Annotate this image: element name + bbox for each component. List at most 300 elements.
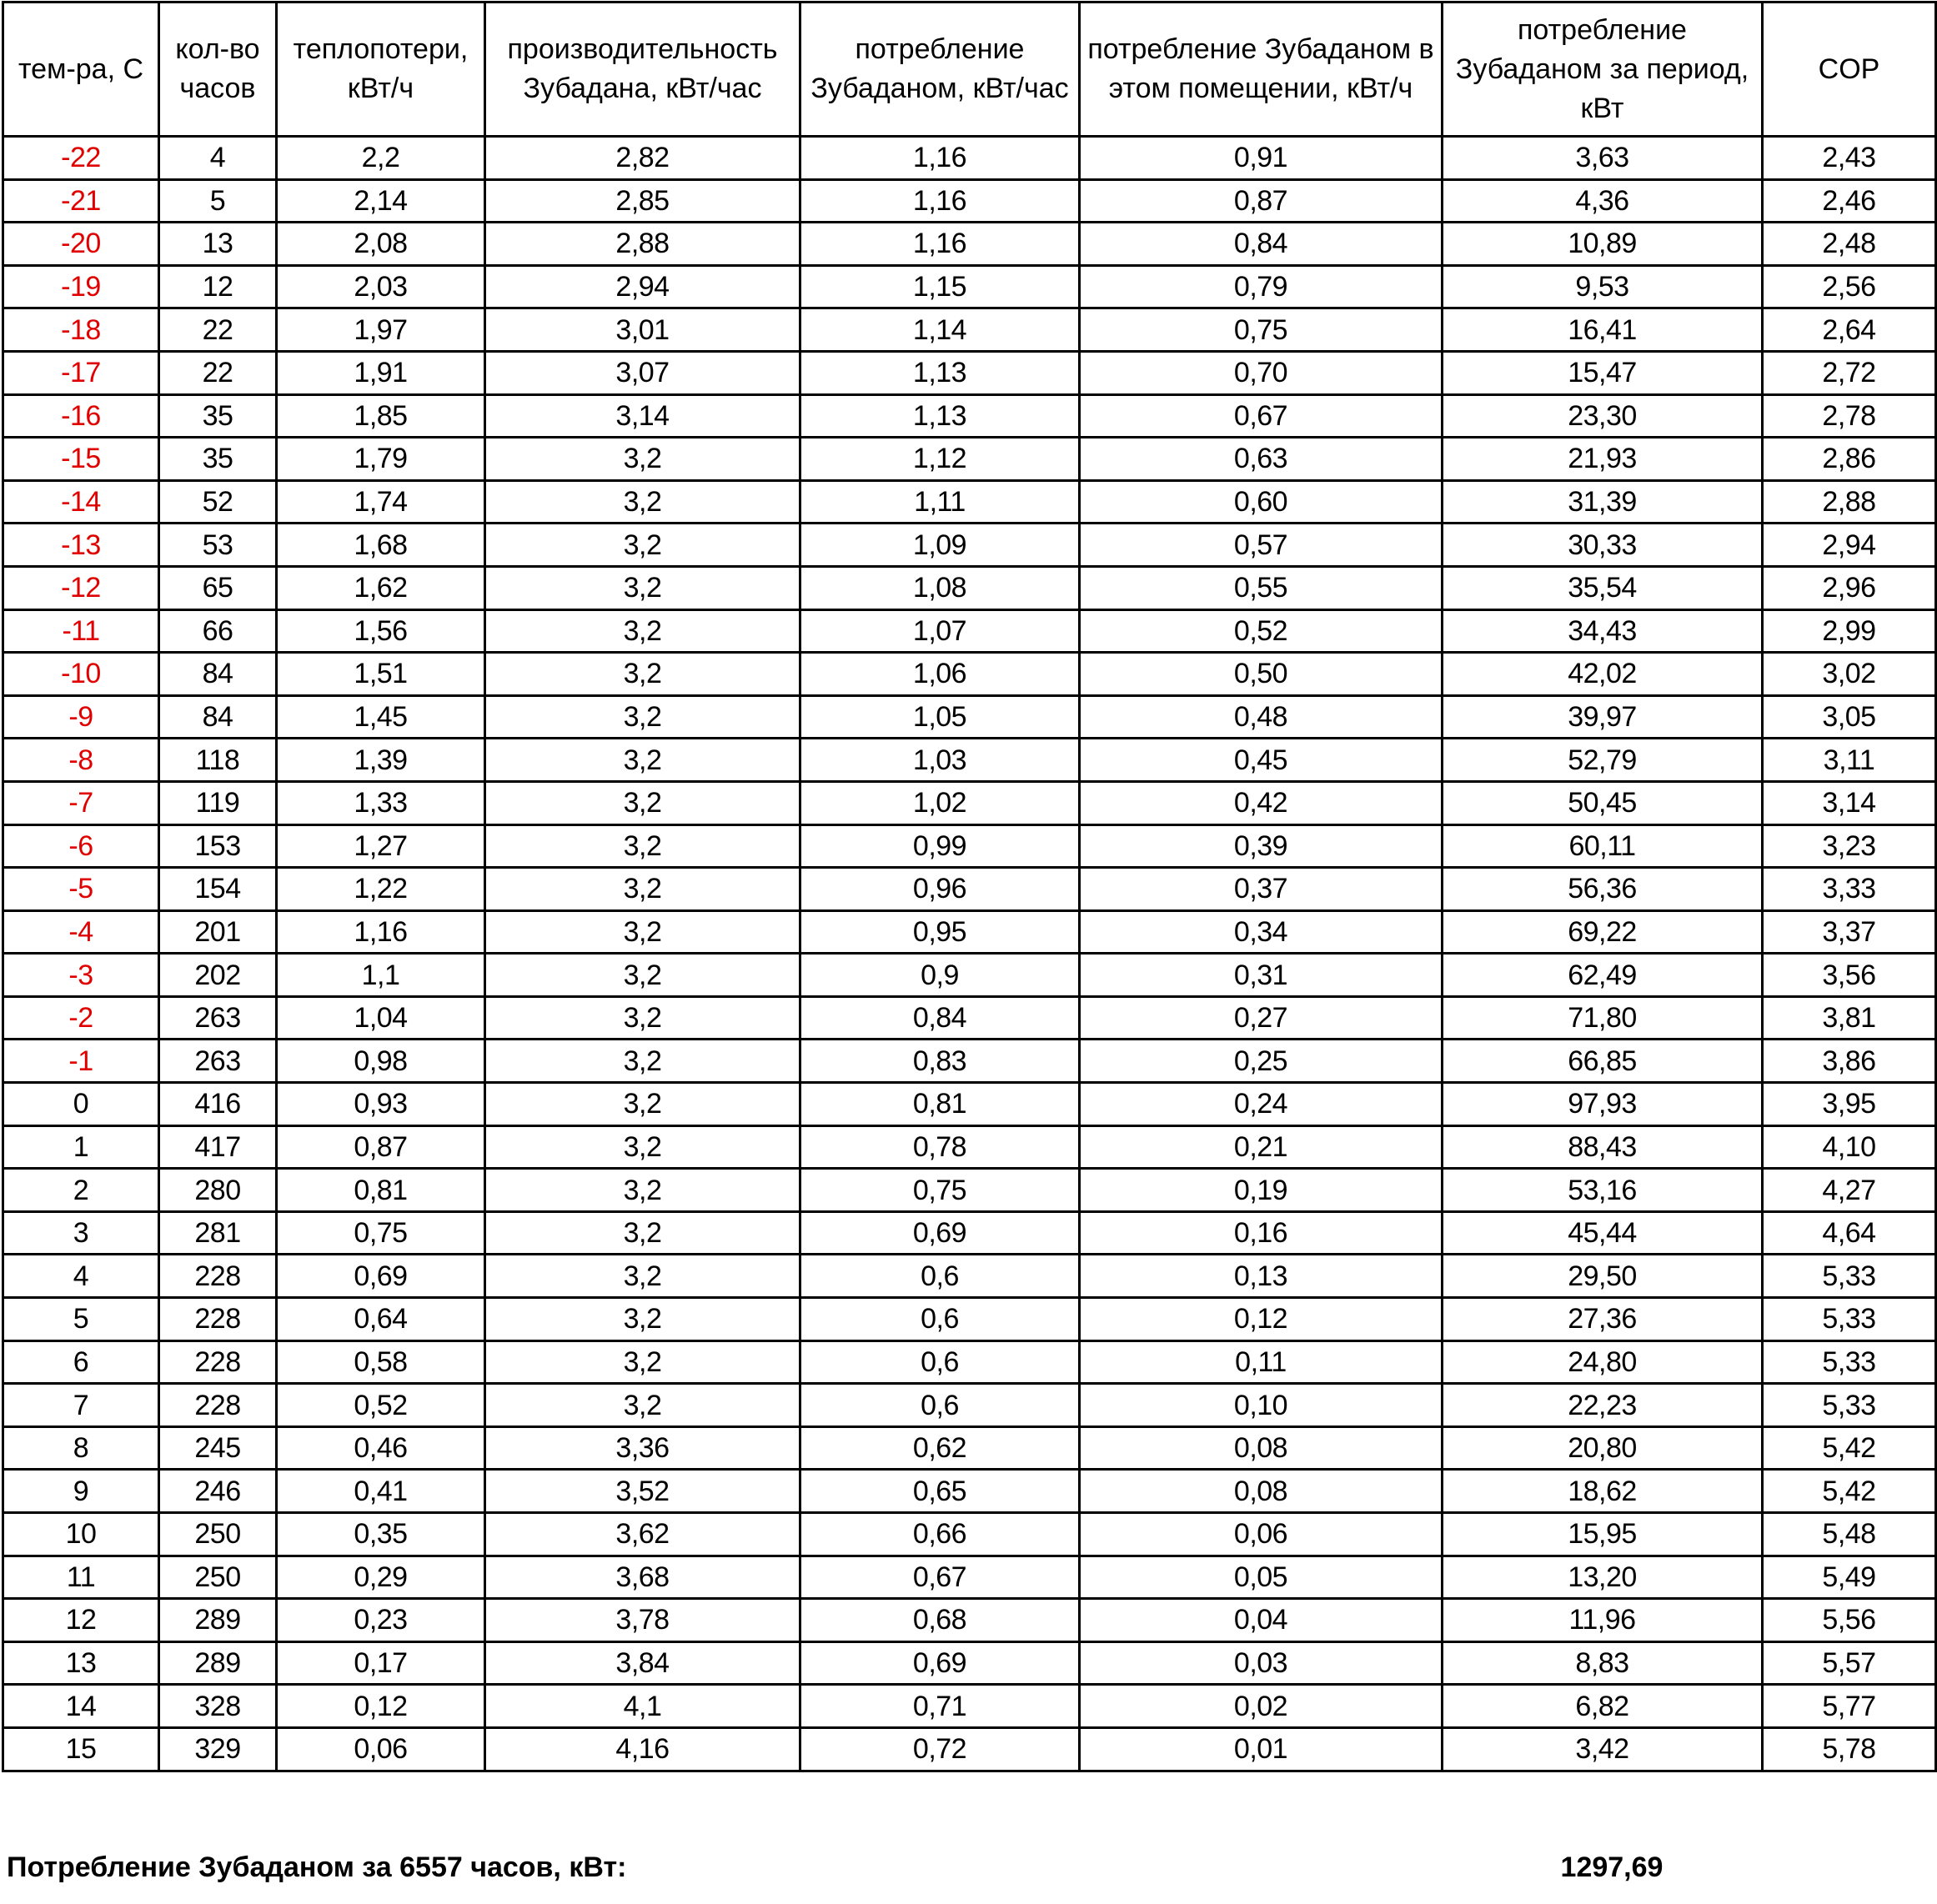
cell-heat-loss: 1,16 xyxy=(277,910,485,954)
table-row xyxy=(3,1083,1936,1126)
cell-temperature: -13 xyxy=(3,524,159,567)
table-row xyxy=(3,1513,1936,1556)
cell-temperature: -20 xyxy=(3,223,159,266)
cell-room-consumption: 0,39 xyxy=(1080,824,1443,868)
table-row xyxy=(3,438,1936,481)
cell-period-consumption: 6,82 xyxy=(1443,1685,1763,1728)
cell-heat-loss: 1,22 xyxy=(277,868,485,911)
cell-room-consumption: 0,25 xyxy=(1080,1040,1443,1083)
cell-cop: 4,10 xyxy=(1763,1125,1936,1169)
spreadsheet xyxy=(2,1,1934,1772)
cell-hours: 228 xyxy=(159,1298,277,1341)
table-row xyxy=(3,1040,1936,1083)
table-row xyxy=(3,137,1936,180)
cell-temperature: -19 xyxy=(3,265,159,308)
cell-consumption: 1,08 xyxy=(800,566,1080,609)
cell-heat-loss: 0,17 xyxy=(277,1641,485,1685)
table-row xyxy=(3,1727,1936,1771)
cell-period-consumption: 30,33 xyxy=(1443,524,1763,567)
cell-capacity: 3,84 xyxy=(485,1641,800,1685)
table-row xyxy=(3,1599,1936,1642)
cell-period-consumption: 56,36 xyxy=(1443,868,1763,911)
cell-cop: 3,81 xyxy=(1763,996,1936,1040)
table-row xyxy=(3,1641,1936,1685)
cell-consumption: 0,95 xyxy=(800,910,1080,954)
cell-temperature: 6 xyxy=(3,1340,159,1384)
cell-consumption: 1,05 xyxy=(800,695,1080,739)
table-row xyxy=(3,996,1936,1040)
cell-period-consumption: 15,47 xyxy=(1443,351,1763,394)
cell-capacity: 3,07 xyxy=(485,351,800,394)
cell-cop: 5,42 xyxy=(1763,1470,1936,1513)
cell-hours: 53 xyxy=(159,524,277,567)
cell-temperature: -12 xyxy=(3,566,159,609)
table-row xyxy=(3,1125,1936,1169)
cell-capacity: 3,36 xyxy=(485,1426,800,1470)
cell-temperature: -11 xyxy=(3,609,159,653)
cell-room-consumption: 0,87 xyxy=(1080,179,1443,223)
cell-period-consumption: 18,62 xyxy=(1443,1470,1763,1513)
cell-period-consumption: 69,22 xyxy=(1443,910,1763,954)
cell-period-consumption: 16,41 xyxy=(1443,308,1763,352)
table-row xyxy=(3,653,1936,696)
cell-capacity: 3,2 xyxy=(485,1083,800,1126)
cell-consumption: 1,06 xyxy=(800,653,1080,696)
cell-temperature: -21 xyxy=(3,179,159,223)
cell-period-consumption: 24,80 xyxy=(1443,1340,1763,1384)
cell-consumption: 0,84 xyxy=(800,996,1080,1040)
cell-hours: 201 xyxy=(159,910,277,954)
cell-period-consumption: 66,85 xyxy=(1443,1040,1763,1083)
cell-temperature: 11 xyxy=(3,1556,159,1599)
cell-heat-loss: 0,75 xyxy=(277,1211,485,1255)
cell-room-consumption: 0,16 xyxy=(1080,1211,1443,1255)
table-row xyxy=(3,1340,1936,1384)
cell-room-consumption: 0,24 xyxy=(1080,1083,1443,1126)
table-row xyxy=(3,308,1936,352)
header-row xyxy=(3,3,1936,137)
cell-cop: 4,27 xyxy=(1763,1169,1936,1212)
cell-consumption: 0,65 xyxy=(800,1470,1080,1513)
cell-cop: 2,46 xyxy=(1763,179,1936,223)
cell-capacity: 3,2 xyxy=(485,1298,800,1341)
cell-temperature: -5 xyxy=(3,868,159,911)
header-hours: кол-во часов xyxy=(159,3,277,137)
cell-capacity: 2,88 xyxy=(485,223,800,266)
cell-period-consumption: 21,93 xyxy=(1443,438,1763,481)
cell-room-consumption: 0,08 xyxy=(1080,1470,1443,1513)
cell-consumption: 1,11 xyxy=(800,480,1080,524)
cell-period-consumption: 35,54 xyxy=(1443,566,1763,609)
cell-hours: 4 xyxy=(159,137,277,180)
cell-heat-loss: 1,45 xyxy=(277,695,485,739)
cell-temperature: -15 xyxy=(3,438,159,481)
cell-heat-loss: 2,14 xyxy=(277,179,485,223)
cell-hours: 250 xyxy=(159,1556,277,1599)
cell-hours: 416 xyxy=(159,1083,277,1126)
cell-capacity: 3,2 xyxy=(485,824,800,868)
cell-capacity: 3,2 xyxy=(485,524,800,567)
cell-capacity: 3,2 xyxy=(485,781,800,824)
cell-hours: 66 xyxy=(159,609,277,653)
cell-temperature: 2 xyxy=(3,1169,159,1212)
cell-temperature: 4 xyxy=(3,1255,159,1298)
cell-heat-loss: 1,97 xyxy=(277,308,485,352)
cell-cop: 3,02 xyxy=(1763,653,1936,696)
cell-room-consumption: 0,10 xyxy=(1080,1384,1443,1427)
cell-hours: 5 xyxy=(159,179,277,223)
cell-heat-loss: 0,98 xyxy=(277,1040,485,1083)
table-row xyxy=(3,1426,1936,1470)
cell-room-consumption: 0,63 xyxy=(1080,438,1443,481)
cell-hours: 12 xyxy=(159,265,277,308)
table-row xyxy=(3,824,1936,868)
table-row xyxy=(3,1470,1936,1513)
cell-consumption: 0,96 xyxy=(800,868,1080,911)
cell-temperature: -10 xyxy=(3,653,159,696)
cell-period-consumption: 97,93 xyxy=(1443,1083,1763,1126)
cell-cop: 5,48 xyxy=(1763,1513,1936,1556)
cell-capacity: 3,2 xyxy=(485,653,800,696)
cell-room-consumption: 0,55 xyxy=(1080,566,1443,609)
cell-temperature: -1 xyxy=(3,1040,159,1083)
cell-hours: 417 xyxy=(159,1125,277,1169)
cell-heat-loss: 1,91 xyxy=(277,351,485,394)
cell-temperature: -4 xyxy=(3,910,159,954)
cell-capacity: 3,52 xyxy=(485,1470,800,1513)
cell-period-consumption: 15,95 xyxy=(1443,1513,1763,1556)
cell-temperature: -7 xyxy=(3,781,159,824)
cell-cop: 3,95 xyxy=(1763,1083,1936,1126)
cell-cop: 2,56 xyxy=(1763,265,1936,308)
cell-heat-loss: 1,27 xyxy=(277,824,485,868)
cell-heat-loss: 0,81 xyxy=(277,1169,485,1212)
cell-capacity: 3,14 xyxy=(485,394,800,438)
table-row xyxy=(3,868,1936,911)
cell-heat-loss: 1,56 xyxy=(277,609,485,653)
cell-cop: 2,96 xyxy=(1763,566,1936,609)
cell-heat-loss: 1,85 xyxy=(277,394,485,438)
cell-consumption: 0,75 xyxy=(800,1169,1080,1212)
cell-heat-loss: 1,1 xyxy=(277,954,485,997)
cell-consumption: 0,6 xyxy=(800,1298,1080,1341)
cell-room-consumption: 0,60 xyxy=(1080,480,1443,524)
cell-period-consumption: 4,36 xyxy=(1443,179,1763,223)
cell-hours: 118 xyxy=(159,739,277,782)
cell-heat-loss: 2,03 xyxy=(277,265,485,308)
cell-temperature: -16 xyxy=(3,394,159,438)
cell-heat-loss: 0,64 xyxy=(277,1298,485,1341)
cell-temperature: 1 xyxy=(3,1125,159,1169)
table-row xyxy=(3,1211,1936,1255)
cell-hours: 202 xyxy=(159,954,277,997)
cell-hours: 35 xyxy=(159,438,277,481)
cell-capacity: 3,78 xyxy=(485,1599,800,1642)
cell-consumption: 0,69 xyxy=(800,1211,1080,1255)
cell-consumption: 0,72 xyxy=(800,1727,1080,1771)
cell-consumption: 1,13 xyxy=(800,394,1080,438)
cell-room-consumption: 0,52 xyxy=(1080,609,1443,653)
table-row xyxy=(3,394,1936,438)
cell-cop: 2,86 xyxy=(1763,438,1936,481)
cell-capacity: 3,2 xyxy=(485,1384,800,1427)
table-row xyxy=(3,1169,1936,1212)
header-heat-loss: теплопотери, кВт/ч xyxy=(277,3,485,137)
cell-cop: 5,57 xyxy=(1763,1641,1936,1685)
cell-capacity: 3,2 xyxy=(485,868,800,911)
table-row xyxy=(3,566,1936,609)
cell-cop: 2,88 xyxy=(1763,480,1936,524)
cell-period-consumption: 29,50 xyxy=(1443,1255,1763,1298)
header-capacity: производительность Зубадана, кВт/час xyxy=(485,3,800,137)
table-row xyxy=(3,781,1936,824)
cell-consumption: 0,67 xyxy=(800,1556,1080,1599)
cell-temperature: 13 xyxy=(3,1641,159,1685)
cell-consumption: 0,6 xyxy=(800,1255,1080,1298)
cell-capacity: 2,82 xyxy=(485,137,800,180)
cell-room-consumption: 0,19 xyxy=(1080,1169,1443,1212)
consumption-table xyxy=(2,1,1937,1772)
cell-consumption: 1,16 xyxy=(800,223,1080,266)
cell-temperature: -8 xyxy=(3,739,159,782)
cell-heat-loss: 0,58 xyxy=(277,1340,485,1384)
footer-label: Потребление Зубаданом за 6557 часов, кВт: xyxy=(7,1851,627,1883)
cell-consumption: 1,16 xyxy=(800,137,1080,180)
cell-cop: 3,56 xyxy=(1763,954,1936,997)
cell-hours: 84 xyxy=(159,653,277,696)
cell-period-consumption: 20,80 xyxy=(1443,1426,1763,1470)
cell-consumption: 0,71 xyxy=(800,1685,1080,1728)
cell-consumption: 0,6 xyxy=(800,1384,1080,1427)
cell-period-consumption: 27,36 xyxy=(1443,1298,1763,1341)
cell-hours: 119 xyxy=(159,781,277,824)
cell-consumption: 0,68 xyxy=(800,1599,1080,1642)
cell-heat-loss: 2,08 xyxy=(277,223,485,266)
table-row xyxy=(3,739,1936,782)
cell-temperature: -2 xyxy=(3,996,159,1040)
cell-hours: 250 xyxy=(159,1513,277,1556)
cell-heat-loss: 0,29 xyxy=(277,1556,485,1599)
cell-period-consumption: 10,89 xyxy=(1443,223,1763,266)
cell-cop: 2,64 xyxy=(1763,308,1936,352)
cell-hours: 328 xyxy=(159,1685,277,1728)
table-row xyxy=(3,910,1936,954)
cell-hours: 281 xyxy=(159,1211,277,1255)
cell-capacity: 3,2 xyxy=(485,1169,800,1212)
table-row xyxy=(3,1255,1936,1298)
cell-cop: 5,33 xyxy=(1763,1340,1936,1384)
cell-period-consumption: 11,96 xyxy=(1443,1599,1763,1642)
cell-period-consumption: 71,80 xyxy=(1443,996,1763,1040)
cell-cop: 5,33 xyxy=(1763,1384,1936,1427)
cell-room-consumption: 0,13 xyxy=(1080,1255,1443,1298)
cell-room-consumption: 0,70 xyxy=(1080,351,1443,394)
cell-hours: 246 xyxy=(159,1470,277,1513)
cell-consumption: 1,16 xyxy=(800,179,1080,223)
cell-cop: 4,64 xyxy=(1763,1211,1936,1255)
cell-heat-loss: 1,68 xyxy=(277,524,485,567)
cell-hours: 154 xyxy=(159,868,277,911)
cell-capacity: 4,1 xyxy=(485,1685,800,1728)
cell-cop: 5,56 xyxy=(1763,1599,1936,1642)
cell-hours: 228 xyxy=(159,1255,277,1298)
cell-cop: 5,77 xyxy=(1763,1685,1936,1728)
cell-room-consumption: 0,84 xyxy=(1080,223,1443,266)
cell-consumption: 0,6 xyxy=(800,1340,1080,1384)
cell-capacity: 3,2 xyxy=(485,1040,800,1083)
cell-period-consumption: 88,43 xyxy=(1443,1125,1763,1169)
cell-consumption: 1,07 xyxy=(800,609,1080,653)
cell-room-consumption: 0,91 xyxy=(1080,137,1443,180)
cell-cop: 5,42 xyxy=(1763,1426,1936,1470)
table-row xyxy=(3,265,1936,308)
cell-hours: 153 xyxy=(159,824,277,868)
cell-cop: 3,05 xyxy=(1763,695,1936,739)
cell-cop: 3,14 xyxy=(1763,781,1936,824)
cell-capacity: 3,2 xyxy=(485,1255,800,1298)
cell-cop: 5,33 xyxy=(1763,1255,1936,1298)
cell-hours: 280 xyxy=(159,1169,277,1212)
cell-temperature: -22 xyxy=(3,137,159,180)
cell-cop: 2,78 xyxy=(1763,394,1936,438)
cell-hours: 22 xyxy=(159,351,277,394)
cell-heat-loss: 1,74 xyxy=(277,480,485,524)
cell-heat-loss: 1,04 xyxy=(277,996,485,1040)
cell-heat-loss: 0,93 xyxy=(277,1083,485,1126)
cell-capacity: 3,2 xyxy=(485,480,800,524)
cell-hours: 263 xyxy=(159,1040,277,1083)
cell-heat-loss: 0,12 xyxy=(277,1685,485,1728)
cell-cop: 2,99 xyxy=(1763,609,1936,653)
cell-hours: 289 xyxy=(159,1599,277,1642)
cell-room-consumption: 0,11 xyxy=(1080,1340,1443,1384)
cell-capacity: 3,2 xyxy=(485,1125,800,1169)
table-row xyxy=(3,609,1936,653)
cell-cop: 3,37 xyxy=(1763,910,1936,954)
cell-room-consumption: 0,34 xyxy=(1080,910,1443,954)
cell-temperature: 8 xyxy=(3,1426,159,1470)
cell-period-consumption: 34,43 xyxy=(1443,609,1763,653)
cell-hours: 65 xyxy=(159,566,277,609)
cell-heat-loss: 1,62 xyxy=(277,566,485,609)
cell-room-consumption: 0,12 xyxy=(1080,1298,1443,1341)
cell-heat-loss: 2,2 xyxy=(277,137,485,180)
cell-consumption: 1,03 xyxy=(800,739,1080,782)
cell-heat-loss: 0,35 xyxy=(277,1513,485,1556)
cell-temperature: -9 xyxy=(3,695,159,739)
table-row xyxy=(3,695,1936,739)
table-row xyxy=(3,1384,1936,1427)
cell-consumption: 1,15 xyxy=(800,265,1080,308)
cell-room-consumption: 0,48 xyxy=(1080,695,1443,739)
cell-cop: 5,78 xyxy=(1763,1727,1936,1771)
cell-consumption: 1,02 xyxy=(800,781,1080,824)
cell-hours: 329 xyxy=(159,1727,277,1771)
table-row xyxy=(3,1685,1936,1728)
cell-room-consumption: 0,08 xyxy=(1080,1426,1443,1470)
cell-capacity: 3,01 xyxy=(485,308,800,352)
cell-room-consumption: 0,75 xyxy=(1080,308,1443,352)
table-row xyxy=(3,351,1936,394)
cell-temperature: 7 xyxy=(3,1384,159,1427)
cell-heat-loss: 1,39 xyxy=(277,739,485,782)
header-room-consumption: потребление Зубаданом в этом помещении, кВт/ч xyxy=(1080,3,1443,137)
cell-period-consumption: 45,44 xyxy=(1443,1211,1763,1255)
footer-total: 1297,69 xyxy=(1560,1851,1664,1883)
cell-hours: 22 xyxy=(159,308,277,352)
cell-consumption: 1,13 xyxy=(800,351,1080,394)
cell-period-consumption: 53,16 xyxy=(1443,1169,1763,1212)
cell-room-consumption: 0,06 xyxy=(1080,1513,1443,1556)
cell-capacity: 3,62 xyxy=(485,1513,800,1556)
cell-capacity: 3,2 xyxy=(485,438,800,481)
cell-room-consumption: 0,21 xyxy=(1080,1125,1443,1169)
cell-consumption: 0,99 xyxy=(800,824,1080,868)
cell-room-consumption: 0,42 xyxy=(1080,781,1443,824)
cell-hours: 228 xyxy=(159,1340,277,1384)
cell-hours: 84 xyxy=(159,695,277,739)
cell-capacity: 3,2 xyxy=(485,910,800,954)
cell-capacity: 3,2 xyxy=(485,739,800,782)
table-body xyxy=(3,137,1936,1771)
cell-cop: 3,11 xyxy=(1763,739,1936,782)
cell-room-consumption: 0,05 xyxy=(1080,1556,1443,1599)
cell-capacity: 3,2 xyxy=(485,954,800,997)
cell-temperature: -18 xyxy=(3,308,159,352)
cell-temperature: 3 xyxy=(3,1211,159,1255)
cell-period-consumption: 60,11 xyxy=(1443,824,1763,868)
cell-consumption: 1,14 xyxy=(800,308,1080,352)
cell-room-consumption: 0,50 xyxy=(1080,653,1443,696)
cell-cop: 3,23 xyxy=(1763,824,1936,868)
cell-period-consumption: 23,30 xyxy=(1443,394,1763,438)
cell-period-consumption: 13,20 xyxy=(1443,1556,1763,1599)
cell-temperature: 12 xyxy=(3,1599,159,1642)
cell-cop: 2,94 xyxy=(1763,524,1936,567)
cell-consumption: 0,81 xyxy=(800,1083,1080,1126)
cell-temperature: -14 xyxy=(3,480,159,524)
cell-temperature: 9 xyxy=(3,1470,159,1513)
cell-heat-loss: 0,69 xyxy=(277,1255,485,1298)
cell-hours: 35 xyxy=(159,394,277,438)
cell-period-consumption: 52,79 xyxy=(1443,739,1763,782)
table-row xyxy=(3,1298,1936,1341)
cell-cop: 2,72 xyxy=(1763,351,1936,394)
cell-temperature: 10 xyxy=(3,1513,159,1556)
cell-cop: 5,33 xyxy=(1763,1298,1936,1341)
cell-capacity: 3,2 xyxy=(485,1211,800,1255)
cell-hours: 228 xyxy=(159,1384,277,1427)
cell-capacity: 4,16 xyxy=(485,1727,800,1771)
cell-capacity: 2,94 xyxy=(485,265,800,308)
cell-consumption: 1,09 xyxy=(800,524,1080,567)
cell-room-consumption: 0,37 xyxy=(1080,868,1443,911)
header-consumption: потребление Зубаданом, кВт/час xyxy=(800,3,1080,137)
cell-temperature: -6 xyxy=(3,824,159,868)
cell-hours: 245 xyxy=(159,1426,277,1470)
cell-period-consumption: 62,49 xyxy=(1443,954,1763,997)
cell-consumption: 0,69 xyxy=(800,1641,1080,1685)
table-row xyxy=(3,223,1936,266)
cell-cop: 3,86 xyxy=(1763,1040,1936,1083)
footer-summary xyxy=(7,1846,1933,1896)
cell-period-consumption: 22,23 xyxy=(1443,1384,1763,1427)
cell-period-consumption: 3,42 xyxy=(1443,1727,1763,1771)
cell-consumption: 0,83 xyxy=(800,1040,1080,1083)
cell-period-consumption: 31,39 xyxy=(1443,480,1763,524)
cell-consumption: 1,12 xyxy=(800,438,1080,481)
cell-room-consumption: 0,57 xyxy=(1080,524,1443,567)
